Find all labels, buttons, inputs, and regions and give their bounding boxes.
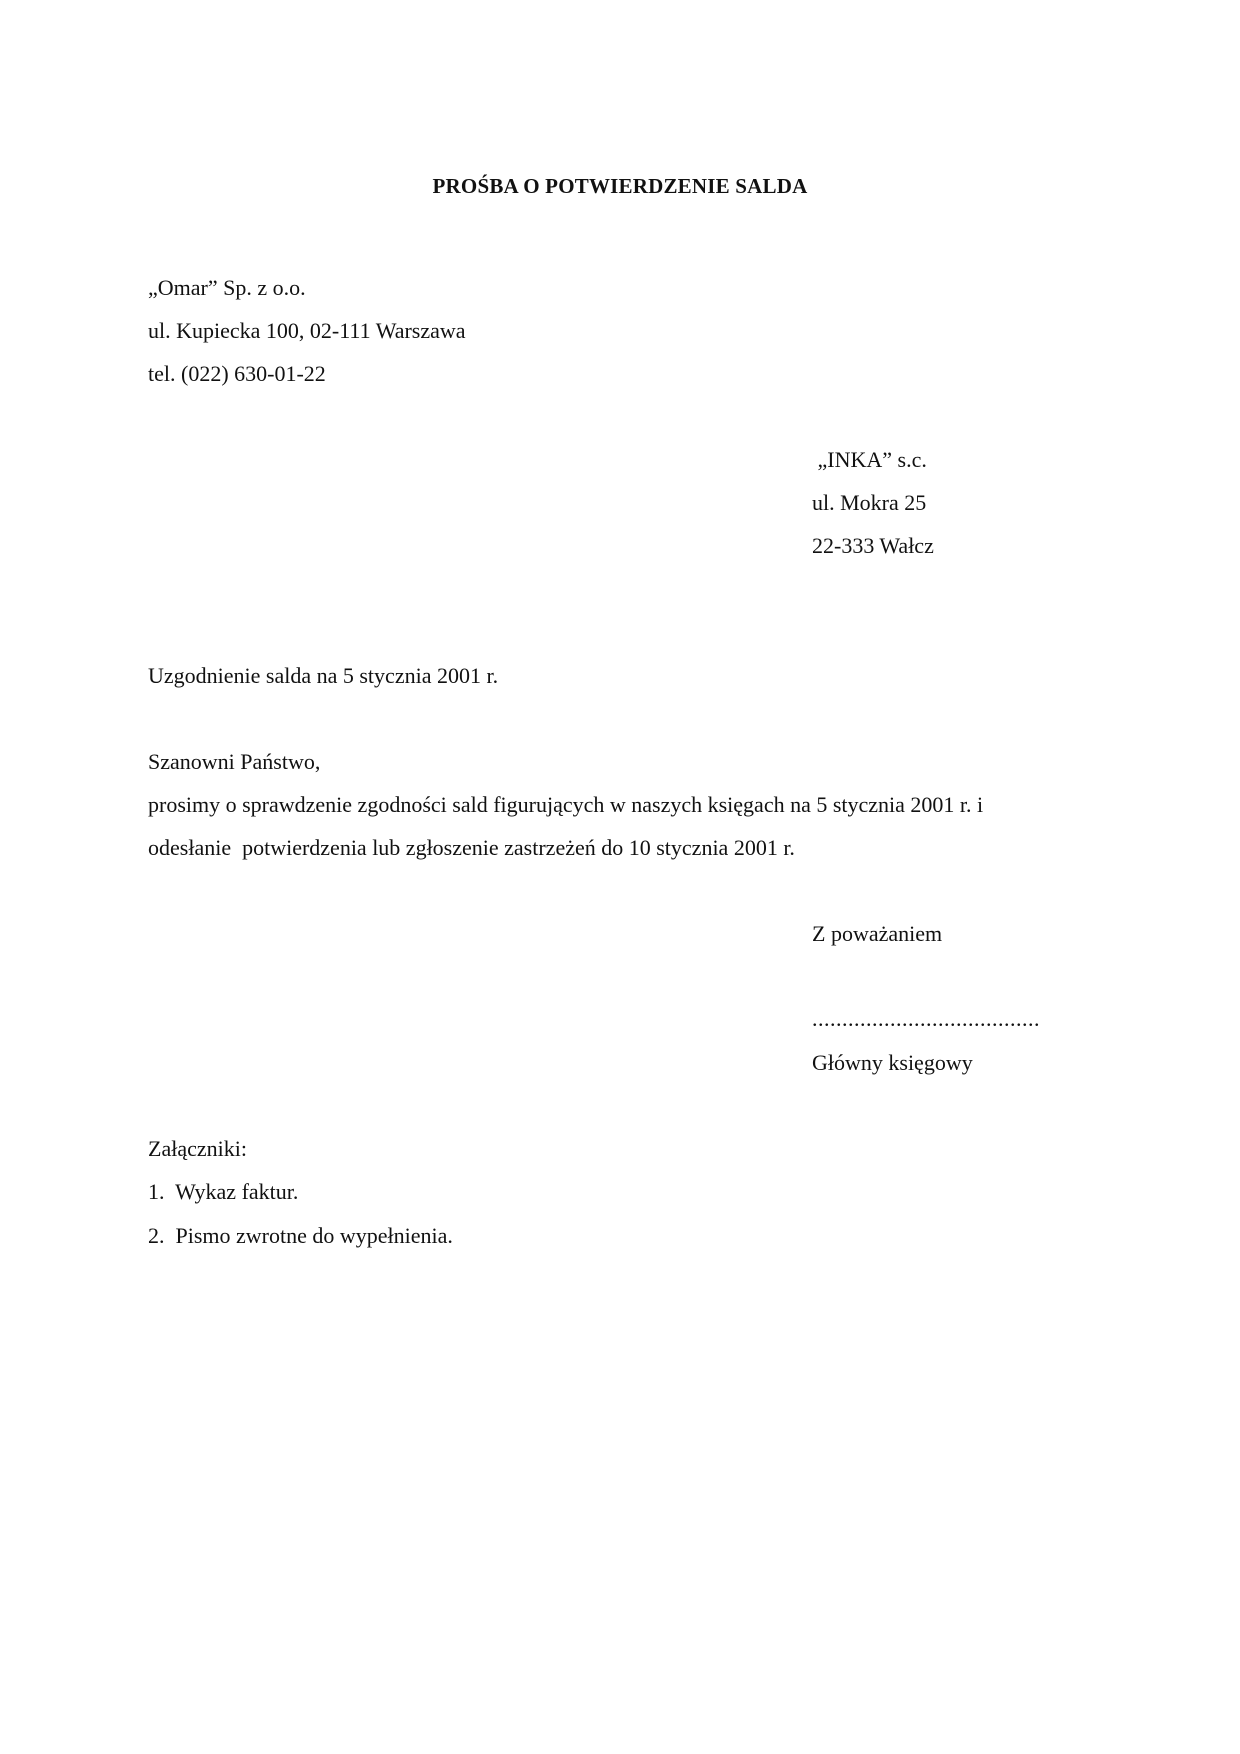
- recipient-street: ul. Mokra 25: [812, 490, 927, 515]
- salutation: Szanowni Państwo,: [148, 749, 321, 774]
- sender-address: ul. Kupiecka 100, 02-111 Warszawa: [148, 318, 466, 343]
- sender-phone: tel. (022) 630-01-22: [148, 361, 326, 386]
- sender-name: „Omar” Sp. z o.o.: [148, 275, 306, 300]
- signatory-title: Główny księgowy: [812, 1050, 973, 1075]
- attachments-label: Załączniki:: [148, 1136, 247, 1161]
- recipient-name: „INKA” s.c.: [812, 447, 927, 472]
- closing: Z poważaniem: [812, 921, 943, 946]
- attachment-item: 1. Wykaz faktur.: [148, 1179, 299, 1204]
- recipient-city: 22-333 Wałcz: [812, 533, 934, 558]
- attachment-item: 2. Pismo zwrotne do wypełnienia.: [148, 1223, 453, 1248]
- subject-line: Uzgodnienie salda na 5 stycznia 2001 r.: [148, 663, 499, 688]
- body-line-2: odesłanie potwierdzenia lub zgłoszenie zastrzeżeń do 10 stycznia 2001 r.: [148, 835, 795, 860]
- signature-line: ......................................: [812, 1006, 1040, 1031]
- document-title: PROŚBA O POTWIERDZENIE SALDA: [432, 174, 808, 198]
- body-line-1: prosimy o sprawdzenie zgodności sald figurujących w naszych księgach na 5 stycznia 2001 r. i: [148, 792, 984, 817]
